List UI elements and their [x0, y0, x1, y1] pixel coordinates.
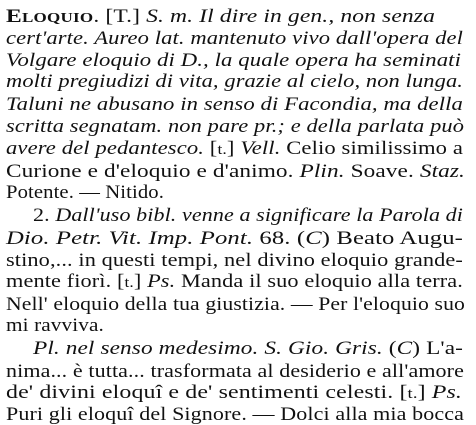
text-run: [ [399, 382, 408, 403]
text-run: Ps. [431, 382, 462, 403]
text-run: Puri gli eloquî del Signore. — Dolci alla mia bocca [6, 404, 464, 425]
text-run: [ [116, 271, 125, 292]
text-run: ) Beato Augu- [321, 228, 464, 249]
text-run: de' divini eloquî e de' sentimenti celesti. [6, 382, 400, 403]
text-run: mente fiorì. [6, 271, 117, 292]
text-run: S. m. Il dire in gen., non senza [146, 6, 435, 27]
text-run: t. [407, 386, 418, 402]
text-run: scritta segnatam. non pare pr.; e della parlata può [6, 116, 465, 137]
text-line [6, 117, 464, 136]
text-run: Taluni ne abusano in senso di Facondia, ma della [6, 94, 463, 115]
text-line [6, 162, 465, 181]
text-run: t. [124, 275, 134, 291]
text-run: Volgare eloquio di D., la quale opera ha seminati [6, 50, 462, 71]
text-line [33, 206, 463, 225]
text-line [6, 362, 464, 381]
text-run: Celio similissimo a [280, 138, 464, 159]
text-line [6, 7, 435, 26]
text-run: [ [209, 138, 218, 159]
text-line [6, 72, 463, 91]
text-run: molti pregiudizi di vita, grazie al cielo, non lunga. [6, 71, 464, 92]
text-run: C [305, 228, 322, 249]
text-run: C [396, 338, 413, 359]
text-run: ) L'a- [412, 338, 463, 359]
text-run: stino,... in questi tempi, nel divino eloquio grande- [6, 250, 463, 271]
text-run: Soave. [344, 161, 420, 182]
text-line [6, 51, 461, 70]
text-run: Nell' eloquio della tua giustizia. — Per l'eloquio suo [6, 294, 465, 315]
text-line [6, 29, 463, 48]
text-run: mi ravviva. [6, 315, 104, 336]
text-run: ] [226, 138, 241, 159]
text-line [6, 383, 462, 402]
text-run: avere del pedantesco. [6, 138, 210, 159]
text-line [6, 139, 463, 158]
text-line [6, 251, 463, 270]
text-line [33, 339, 463, 358]
text-run: nima... è tutta... trasformata al desiderio e all'amore [6, 361, 464, 382]
text-line [6, 95, 463, 114]
text-line [6, 183, 164, 202]
headword: Eloquio [6, 6, 94, 27]
text-run: cert'arte. Aureo lat. mantenuto vivo dall'opera del [6, 28, 464, 49]
text-run: t. [217, 142, 227, 158]
text-line [6, 316, 104, 335]
text-run: Pl. nel senso medesimo. S. Gio. Gris. [33, 338, 383, 359]
text-run: Dall'uso bibl. venne a significare la Parola di [55, 205, 463, 226]
text-line [6, 272, 463, 291]
text-line [6, 229, 463, 248]
text-run: ( [382, 338, 397, 359]
text-run: ] [417, 382, 432, 403]
text-run: 68. ( [253, 228, 306, 249]
text-run: Ps. [147, 271, 176, 292]
text-run: Curione e d'eloquio e d'animo. [6, 161, 300, 182]
text-line [6, 295, 465, 314]
text-run: . [T.] [93, 6, 147, 27]
text-run: Dio. Petr. Vit. Imp. Pont. [6, 228, 254, 249]
text-run: Staz. [419, 161, 465, 182]
text-run: 2. [33, 205, 56, 226]
text-run: ] [133, 271, 148, 292]
text-run: Vell. [240, 138, 281, 159]
text-run: Plin. [299, 161, 345, 182]
text-run: Potente. — Nitido. [6, 182, 164, 203]
text-run: Manda il suo eloquio alla terra. [175, 271, 463, 292]
